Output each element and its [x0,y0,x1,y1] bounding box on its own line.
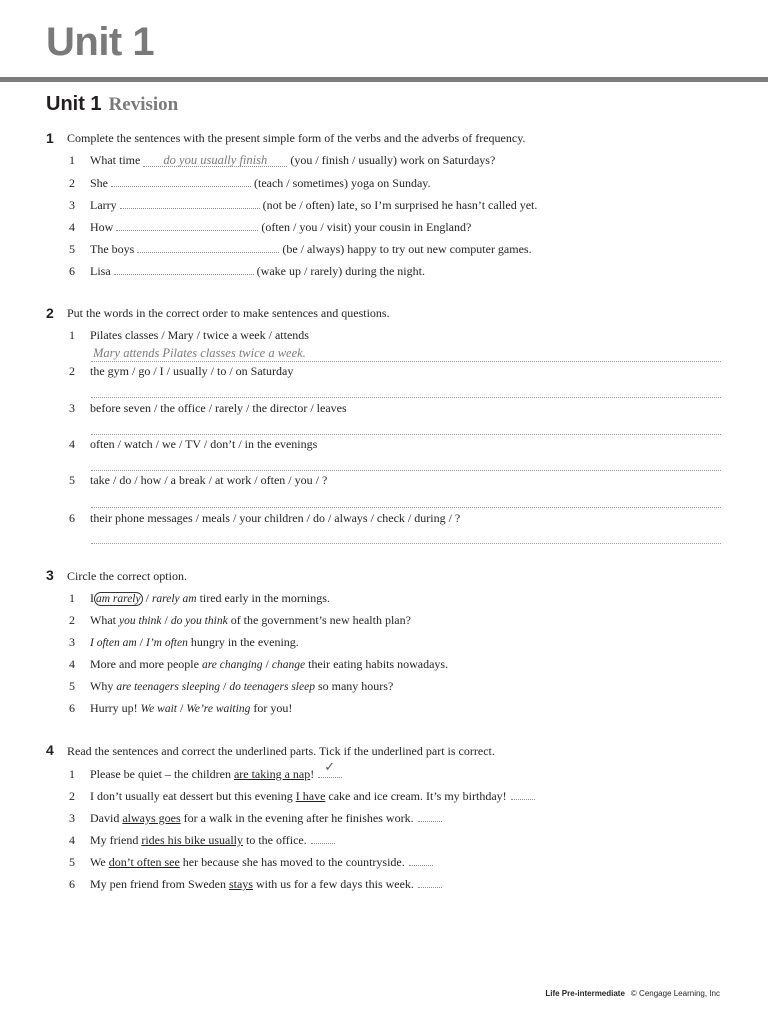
underlined-part: stays [228,877,253,891]
exercise-4-number: 4 [46,742,54,758]
exercise-4-item [69,875,442,892]
item-number: 6 [69,701,75,715]
exercise-2-number: 2 [46,305,54,321]
exercise-3-item [69,634,299,651]
item-text-after: with us for a few days this week. [252,877,414,891]
item-prompt: the gym / go / I / usually / to / on Saturday [90,364,294,378]
option-separator: / [161,613,171,627]
item-text-after: tired early in the mornings. [196,591,330,605]
answer-blank[interactable] [318,760,342,778]
option-separator: / [220,679,230,693]
item-prompt: their phone messages / meals / your children / do / always / check / during / ? [90,511,461,525]
revision-title [46,94,178,114]
option-1[interactable]: am rarely [96,593,141,605]
exercise-1-item [69,218,471,235]
footer-copyright: © Cengage Learning, Inc [630,989,720,998]
item-text-before: Lisa [90,264,111,278]
underlined-part: are taking a nap [233,767,311,781]
exercise-2-item [69,472,327,488]
revision-word: Revision [108,94,179,115]
item-text-after: to the office. [242,833,307,847]
option-1[interactable]: We wait [140,703,177,715]
underlined-part: always goes [122,811,181,825]
exercise-1-item [69,174,431,191]
item-text-before: She [90,176,108,190]
answer-blank[interactable] [511,787,535,800]
option-2[interactable]: do teenagers sleep [229,681,315,693]
exercise-1-instruction: Complete the sentences with the present simple form of the verbs and the adverbs of frequency. [67,131,526,145]
tick-icon: ✓ [324,760,336,775]
option-2[interactable]: I’m often [145,637,188,649]
exercise-4-item [69,787,535,804]
item-number: 5 [69,473,75,487]
exercise-2-item [69,327,309,343]
item-number: 6 [69,511,75,525]
item-text-after: for you! [250,701,293,715]
exercise-3-instruction: Circle the correct option. [67,569,187,583]
option-2[interactable]: We’re waiting [186,703,251,715]
item-number: 5 [69,855,75,869]
option-1[interactable]: are changing [201,659,263,671]
exercise-1-item [69,262,425,279]
item-text-after: cake and ice cream. It’s my birthday! [325,789,507,803]
option-2[interactable]: change [271,659,306,671]
item-text-after: (not be / often) late, so I’m surprised he hasn’t called yet. [262,198,538,212]
item-text-after: their eating habits nowadays. [305,657,449,671]
item-number: 6 [69,877,75,891]
item-text-after: so many hours? [314,679,394,693]
option-1[interactable]: you think [119,615,162,627]
exercise-2-item [69,510,460,526]
exercise-1-item [69,152,495,168]
exercise-2-item [69,363,293,379]
exercise-3-item [69,612,411,629]
option-2[interactable]: rarely am [151,593,197,605]
exercise-1-item [69,240,532,257]
exercise-4-item [69,809,442,826]
exercise-1-item [69,196,537,213]
item-text-after: of the government’s new health plan? [227,613,411,627]
exercise-2-item [69,400,347,416]
item-number: 3 [69,635,75,649]
answer-blank[interactable] [137,240,279,253]
item-number: 5 [69,242,75,256]
option-separator: / [142,591,152,605]
footer-book-title: Life Pre-intermediate [545,989,625,998]
item-number: 4 [69,657,75,671]
answer-line[interactable] [91,493,721,508]
item-number: 1 [69,767,75,781]
item-text-before: Why [90,679,117,693]
option-separator: / [176,701,187,715]
option-2[interactable]: do you think [170,615,228,627]
item-number: 1 [69,153,75,167]
item-number: 1 [69,328,75,342]
item-text-before: We [90,855,109,869]
unit-title: Unit 1 [46,20,155,64]
item-number: 3 [69,811,75,825]
answer-line[interactable] [91,529,721,544]
item-text-after: (often / you / visit) your cousin in England? [261,220,472,234]
item-text-after: (be / always) happy to try out new computer games. [282,242,532,256]
item-text-before: The boys [90,242,135,256]
answer-line[interactable] [91,420,721,435]
item-number: 2 [69,364,75,378]
exercise-3-item [69,590,330,607]
exercise-1-number: 1 [46,130,54,146]
option-1[interactable]: I often am [90,637,137,649]
exercise-3-item [69,700,292,717]
exercise-2-instruction: Put the words in the correct order to make sentences and questions. [67,306,390,320]
item-text-before: What [90,613,119,627]
item-text-before: Larry [90,198,117,212]
option-1[interactable]: are teenagers sleeping [116,681,221,693]
item-number: 2 [69,789,75,803]
item-text-before: Please be quiet – the children [90,767,234,781]
answer-blank[interactable] [116,218,258,231]
item-number: 2 [69,613,75,627]
item-number: 6 [69,264,75,278]
item-number: 1 [69,591,75,605]
option-separator: / [262,657,272,671]
answer-blank[interactable]: do you usually finish [143,154,287,167]
item-text-before: How [90,220,114,234]
header-rule [0,77,768,82]
item-text-before: My friend [90,833,142,847]
item-number: 3 [69,198,75,212]
item-text-after: her because she has moved to the countryside. [179,855,405,869]
page-footer [545,989,720,998]
answer-line[interactable] [91,347,721,362]
revision-unit-label: Unit 1 [46,93,102,115]
item-prompt: take / do / how / a break / at work / often / you / ? [90,473,328,487]
answer-blank[interactable] [111,174,251,187]
item-text-after: (wake up / rarely) during the night. [256,264,425,278]
item-text-before: I [90,591,94,605]
item-prompt: Pilates classes / Mary / twice a week / attends [90,328,309,342]
option-separator: / [136,635,146,649]
answer-blank[interactable] [409,853,433,866]
item-text-after: ! [310,767,315,781]
item-number: 2 [69,176,75,190]
exercise-2-item [69,436,317,452]
answer-line[interactable] [91,383,721,398]
exercise-4-item [69,853,433,870]
item-text-before: David [90,811,123,825]
answer-blank[interactable] [120,196,260,209]
underlined-part: I have [295,789,326,803]
item-number: 4 [69,437,75,451]
item-number: 4 [69,833,75,847]
answer-blank[interactable] [311,831,335,844]
item-text-after: hungry in the evening. [187,635,299,649]
answer-blank[interactable] [418,875,442,888]
item-number: 4 [69,220,75,234]
item-text-before: More and more people [90,657,202,671]
item-text-before: My pen friend from Sweden [90,877,229,891]
answer-line[interactable] [91,456,721,471]
item-text-before: What time [90,153,141,167]
exercise-3-item [69,678,393,695]
item-text-after: for a walk in the evening after he finishes work. [180,811,414,825]
exercise-3-item [69,656,448,673]
item-text-before: I don’t usually eat dessert but this evening [90,789,296,803]
exercise-4-instruction: Read the sentences and correct the underlined parts. Tick if the underlined part is correct. [67,744,495,758]
answer-blank[interactable] [114,262,254,275]
item-number: 5 [69,679,75,693]
exercise-4-item [69,760,342,782]
underlined-part: don’t often see [108,855,180,869]
item-text-after: (teach / sometimes) yoga on Sunday. [254,176,431,190]
answer-blank[interactable] [418,809,442,822]
item-prompt: before seven / the office / rarely / the director / leaves [90,401,347,415]
exercise-3-number: 3 [46,567,54,583]
item-text-before: Hurry up! [90,701,141,715]
answer-text: Mary attends Pilates classes twice a week. [93,346,306,360]
item-text-after: (you / finish / usually) work on Saturdays? [290,153,496,167]
exercise-4-item [69,831,335,848]
item-prompt: often / watch / we / TV / don’t / in the evenings [90,437,318,451]
underlined-part: rides his bike usually [141,833,243,847]
item-number: 3 [69,401,75,415]
